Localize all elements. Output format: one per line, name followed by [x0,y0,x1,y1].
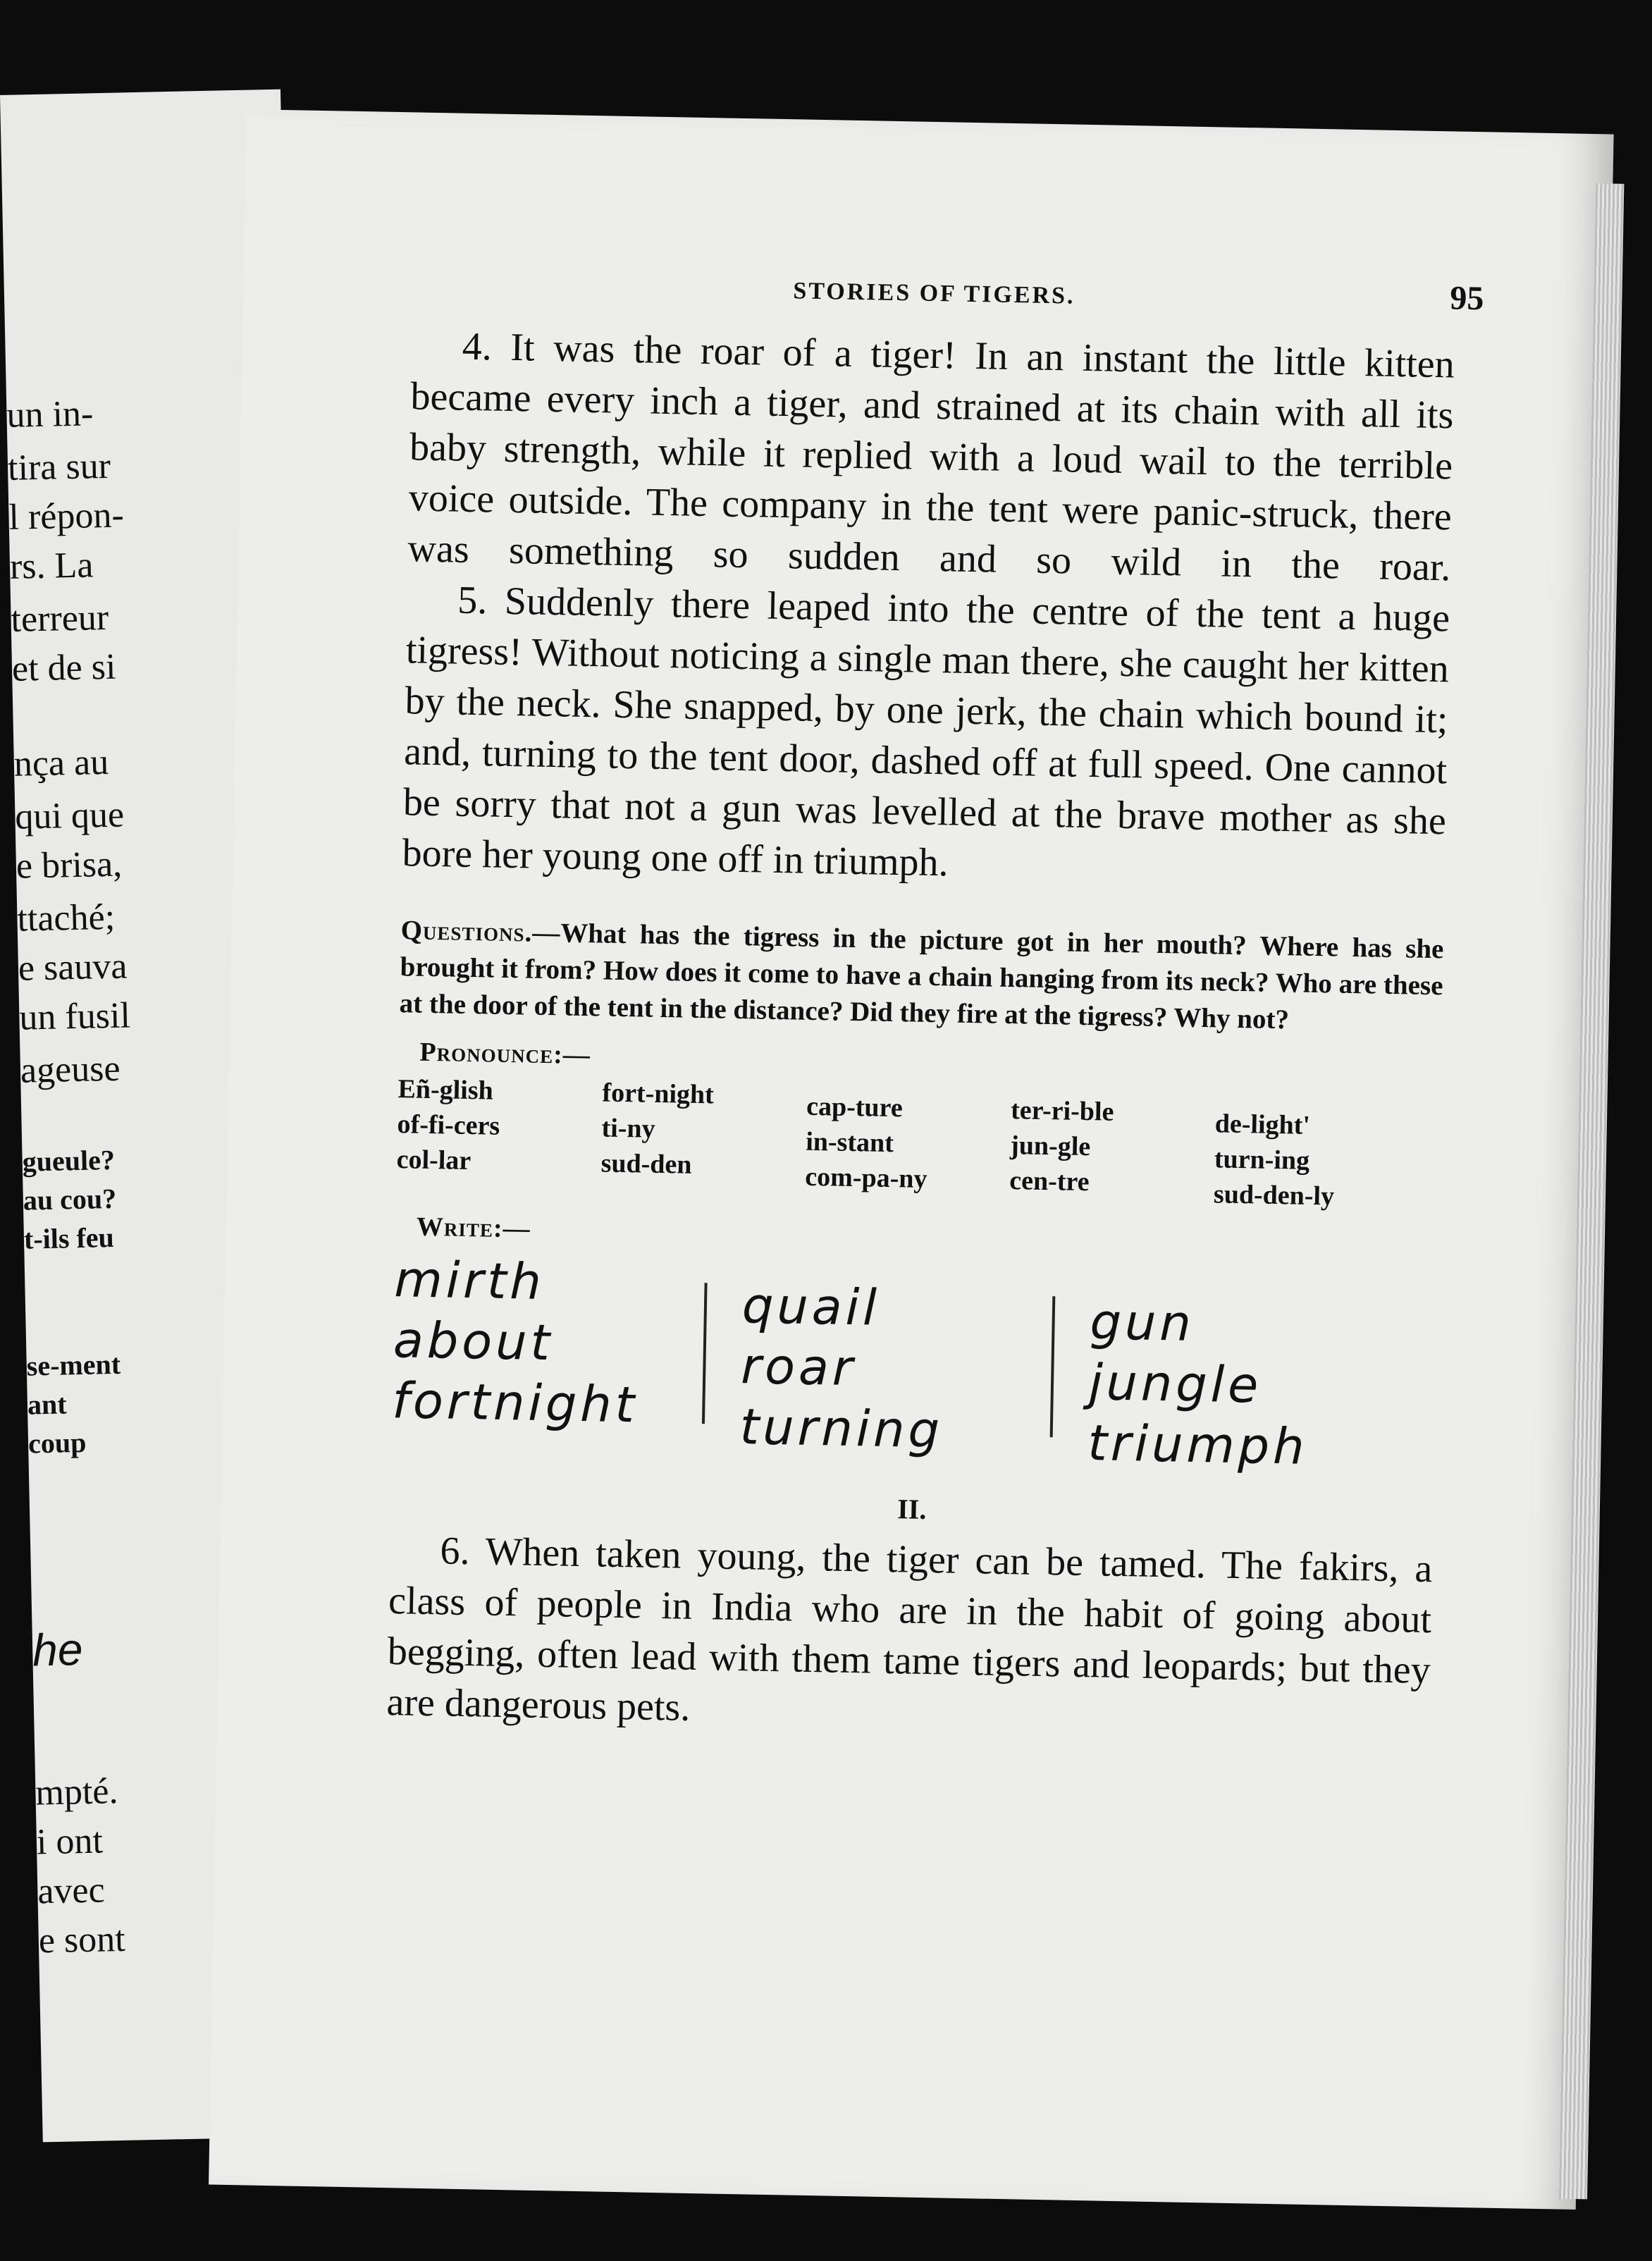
pronounce-list [396,1071,1441,1216]
write-heading: Write:— [416,1212,531,1244]
pronounce-word: fort-night [602,1078,715,1110]
pronounce-column [805,1079,1011,1208]
write-word: jungle [1088,1353,1262,1415]
pronounce-word: de-light' [1214,1109,1311,1140]
write-word: fortnight [391,1372,639,1434]
write-word: mirth [393,1250,545,1312]
left-page-line: terreur [10,597,109,640]
left-page-line: ant [27,1388,67,1421]
questions-label: Questions.— [400,915,561,949]
pronounce-column [1009,1083,1216,1212]
left-page-line: gueule? [22,1143,116,1178]
left-page-line: au cou? [23,1182,117,1216]
pronounce-column [1214,1086,1420,1215]
left-page-line: un fusil [18,995,131,1038]
questions-text: What has the tigress in the picture got in her mouth? Where has she brought it from? How does it come to have a chain hanging from its neck? Who are these at the door of the tent in the distance? Did they fire at the tigress? Why not? [399,918,1444,1035]
running-head: STORIES OF TIGERS. [793,278,1075,309]
pronounce-word: col-lar [396,1145,471,1176]
page-number: 95 [1449,279,1484,318]
right-page [209,109,1614,2210]
questions-block [399,912,1444,1041]
left-page-line: coup [27,1426,87,1460]
write-word: triumph [1087,1414,1309,1476]
pronounce-word: of-fi-cers [397,1109,500,1141]
pronounce-word: jun-gle [1009,1130,1091,1162]
left-page-line: e brisa, [16,844,123,887]
pronounce-word: cap-ture [806,1091,904,1123]
pronounce-word: Eñ-glish [397,1074,494,1106]
pronounce-word: com-pa-ny [804,1162,927,1194]
pronounce-word: sud-den-ly [1213,1179,1335,1212]
left-page-line: e sont [38,1918,126,1961]
write-list [391,1249,1438,1486]
left-page-line: he [32,1624,84,1676]
left-page-line: l répon- [8,495,125,538]
write-word: gun [1089,1293,1195,1353]
write-column [391,1249,705,1473]
pronounce-word: ter-ri-ble [1010,1095,1114,1127]
left-page-line: nça au [13,741,109,784]
left-page-line: et de si [11,646,116,689]
left-page-line: rs. La [9,545,94,587]
pronounce-column [600,1075,807,1204]
paragraph-5: 5. Suddenly there leaped into the centre of the tent a huge tigress! Without noticing a single man there, she caught her kitten by the neck. She snapped, by one jerk, the chain which bound it; and, turning to the tent door, dashed off at full speed. One cannot be sorry that not a gun was levelled at the brave mother as she bore her young one off in triumph. [402,578,1450,885]
write-word: quail [741,1276,881,1337]
left-page-line: i ont [36,1820,104,1863]
write-column [704,1255,1054,1479]
left-page-line: qui que [14,794,125,837]
page-edge [1559,183,1624,2199]
write-column [1052,1261,1312,1484]
paragraph-4: 4. It was the roar of a tiger! In an instant the little kitten became every inch a tiger, and strained at its chain with all its baby strength, while it replied with a loud wail to the terrible voice outside. The company in the tent were panic-struck, there was something so sudden and so wild in the roar. [407,324,1455,590]
paragraph-6: 6. When taken young, the tiger can be tamed. The fakirs, a class of people in India who are in the habit of going about begging, often lead with them tame tigers and leopards; but they are dangerous pets. [386,1529,1433,1730]
left-page-line: avec [37,1870,106,1912]
pronounce-word: ti-ny [601,1113,655,1144]
left-page-line: se-ment [26,1348,121,1382]
write-word: roar [740,1337,857,1398]
section-numeral: II. [896,1493,927,1526]
pronounce-word: in-stant [805,1126,894,1159]
pronounce-word: turn-ing [1214,1144,1310,1176]
write-word: turning [739,1398,944,1460]
pronounce-heading: Pronounce:— [419,1037,591,1071]
pronounce-word: sud-den [600,1148,692,1180]
pronounce-column [396,1071,603,1200]
left-page-line: ageuse [20,1048,121,1091]
page-content [386,264,1484,1746]
left-page-line: mpté. [35,1771,119,1813]
left-page-line: un in- [6,393,94,436]
left-page-line: e sauva [18,946,128,989]
write-word: about [393,1311,554,1372]
left-page-line: tira sur [7,445,111,488]
pronounce-word: cen-tre [1009,1166,1090,1197]
left-page-line: t-ils feu [23,1221,115,1255]
left-page-line: ttaché; [16,897,116,939]
